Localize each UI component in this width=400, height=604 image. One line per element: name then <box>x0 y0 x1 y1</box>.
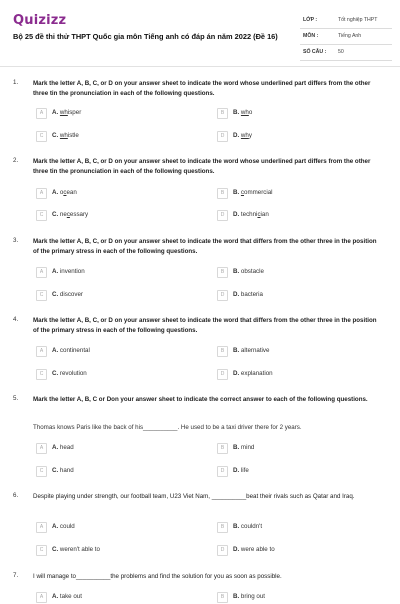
option-word-start: bring out <box>240 593 266 600</box>
question-text: Mark the letter A, B, C, or D on your answer sheet to indicate the word whose underlined part differs from the other three tin the pronunciation in each of the following questions. <box>33 158 371 175</box>
option-text <box>52 347 90 354</box>
option-letter-box: C <box>36 290 47 301</box>
option-letter-box: D <box>217 466 228 477</box>
option-letter-box: B <box>217 346 228 357</box>
option-word-start: life <box>240 467 249 474</box>
answer-option-a[interactable] <box>36 592 206 604</box>
answer-option-d[interactable] <box>217 369 387 381</box>
option-key: C. <box>52 467 59 474</box>
option-text <box>52 370 87 377</box>
question-number: 4. <box>13 316 19 323</box>
option-word-start: obstacle <box>240 268 264 275</box>
option-word-start: o <box>59 189 64 196</box>
option-word-start: revolution <box>59 370 87 377</box>
option-key: C. <box>52 370 59 377</box>
answer-option-a[interactable] <box>36 108 206 120</box>
answer-option-d[interactable] <box>217 131 387 143</box>
option-underlined-part: wh <box>59 132 68 139</box>
option-word-start: continental <box>59 347 90 354</box>
question-text: I will manage to__________the problems and find the solution for you as soon as possible. <box>33 573 282 580</box>
option-letter-box: B <box>217 108 228 119</box>
question-number: 1. <box>13 79 19 86</box>
option-text <box>52 132 79 139</box>
answer-option-d[interactable] <box>217 545 387 557</box>
question-text: Mark the letter A, B, C or Don your answer sheet to indicate the correct answer to each of the following questions. <box>33 396 368 403</box>
option-letter-box: C <box>36 545 47 556</box>
option-word-end: o <box>248 109 253 116</box>
option-text <box>233 546 275 553</box>
option-letter-box: C <box>36 210 47 221</box>
document-header <box>0 0 400 66</box>
meta-row-socau <box>300 45 392 61</box>
option-letter-box: B <box>217 592 228 603</box>
option-text <box>233 467 249 474</box>
option-key: D. <box>233 291 240 298</box>
answer-option-b[interactable] <box>217 522 387 534</box>
option-text <box>233 444 254 451</box>
option-key: D. <box>233 132 240 139</box>
option-word-end: ommercial <box>244 189 273 196</box>
option-word-start: hand <box>59 467 74 474</box>
option-letter-box: B <box>217 188 228 199</box>
answer-option-a[interactable] <box>36 522 206 534</box>
answer-option-c[interactable] <box>36 466 206 478</box>
option-text <box>52 189 77 196</box>
answer-option-d[interactable] <box>217 210 387 222</box>
meta-label-mon: MÔN : <box>303 33 319 39</box>
option-word-end: isper <box>67 109 82 116</box>
question-text: Mark the letter A, B, C, or D on your answer sheet to indicate the word whose underlined part differs from the other three tin the pronunciation in each of the following questions. <box>33 80 371 97</box>
meta-value-mon: Tiếng Anh <box>338 33 362 39</box>
question-stem: Thomas knows Paris like the back of his__________. He used to be a taxi driver there for 2 years. <box>33 424 302 431</box>
option-text <box>52 291 83 298</box>
option-key: B. <box>233 347 240 354</box>
meta-row-mon <box>300 29 392 45</box>
option-text <box>52 546 100 553</box>
meta-value-lop: Tốt nghiệp THPT <box>338 17 378 23</box>
meta-row-lop <box>300 13 392 29</box>
option-word-end: ean <box>66 189 77 196</box>
option-letter-box: A <box>36 346 47 357</box>
question-text: Mark the letter A, B, C, or D on your answer sheet to indicate the word that differs from the other three in the position of the primary stress in each of the following questions. <box>33 238 377 255</box>
meta-table <box>300 13 392 61</box>
option-key: B. <box>233 444 240 451</box>
option-letter-box: A <box>36 592 47 603</box>
option-key: C. <box>52 132 59 139</box>
option-word-start: ne <box>59 211 67 218</box>
option-text <box>52 467 74 474</box>
header-divider <box>0 66 400 67</box>
option-text <box>52 211 88 218</box>
meta-label-socau: SỐ CÂU : <box>303 49 327 55</box>
option-underlined-part: c <box>257 211 261 218</box>
option-word-start: invention <box>59 268 85 275</box>
option-letter-box: A <box>36 267 47 278</box>
option-key: A. <box>52 444 59 451</box>
option-text <box>233 268 264 275</box>
answer-option-b[interactable] <box>217 188 387 200</box>
meta-label-lop: LỚP : <box>303 17 318 23</box>
question-number: 7. <box>13 572 19 579</box>
question-text: Mark the letter A, B, C, or D on your answer sheet to indicate the word that differs from the other three in the position of the primary stress in each of the following questions. <box>33 317 377 334</box>
option-text <box>233 523 262 530</box>
answer-option-b[interactable] <box>217 443 387 455</box>
option-letter-box: D <box>217 131 228 142</box>
answer-option-b[interactable] <box>217 592 387 604</box>
answer-option-b[interactable] <box>217 267 387 279</box>
option-word-start: weren't able to <box>59 546 100 553</box>
option-word-start: techni <box>240 211 258 218</box>
option-word-start: take out <box>59 593 82 600</box>
option-key: B. <box>233 189 240 196</box>
option-key: A. <box>52 189 59 196</box>
answer-option-a[interactable] <box>36 346 206 358</box>
option-letter-box: C <box>36 131 47 142</box>
option-letter-box: B <box>217 522 228 533</box>
option-text <box>52 593 82 600</box>
option-word-end: ian <box>260 211 269 218</box>
question-number: 3. <box>13 237 19 244</box>
option-word-end: essary <box>69 211 89 218</box>
option-text <box>233 593 265 600</box>
option-text <box>52 109 81 116</box>
question-number: 6. <box>13 492 19 499</box>
option-key: A. <box>52 347 59 354</box>
option-letter-box: C <box>36 466 47 477</box>
option-word-end: istle <box>67 132 79 139</box>
option-letter-box: D <box>217 545 228 556</box>
answer-option-c[interactable] <box>36 545 206 557</box>
answer-option-c[interactable] <box>36 290 206 302</box>
option-key: C. <box>52 211 59 218</box>
quizizz-logo: Quizizz <box>13 13 67 28</box>
answer-option-c[interactable] <box>36 369 206 381</box>
option-text <box>233 211 269 218</box>
option-text <box>233 189 273 196</box>
option-letter-box: D <box>217 290 228 301</box>
option-word-start: head <box>59 444 74 451</box>
answer-option-c[interactable] <box>36 210 206 222</box>
document-title: Bộ 25 đề thi thử THPT Quốc gia môn Tiếng anh có đáp án năm 2022 (Đề 16) <box>13 32 278 41</box>
answer-option-d[interactable] <box>217 290 387 302</box>
answer-option-b[interactable] <box>217 346 387 358</box>
answer-option-c[interactable] <box>36 131 206 143</box>
answer-option-b[interactable] <box>217 108 387 120</box>
option-key: A. <box>52 593 59 600</box>
option-letter-box: B <box>217 443 228 454</box>
option-underlined-part: c <box>240 189 245 196</box>
option-text <box>52 268 85 275</box>
option-underlined-part: wh <box>59 109 68 116</box>
option-text <box>52 444 74 451</box>
option-letter-box: D <box>217 210 228 221</box>
option-letter-box: A <box>36 443 47 454</box>
option-text <box>52 523 75 530</box>
option-text <box>233 291 263 298</box>
option-word-start: couldn't <box>240 523 263 530</box>
option-key: A. <box>52 268 59 275</box>
option-text <box>233 370 273 377</box>
option-underlined-part: wh <box>240 109 249 116</box>
option-key: B. <box>233 523 240 530</box>
option-underlined-part: c <box>63 189 67 196</box>
option-letter-box: A <box>36 188 47 199</box>
option-key: C. <box>52 291 59 298</box>
option-key: B. <box>233 593 240 600</box>
option-key: C. <box>52 546 59 553</box>
option-key: A. <box>52 523 59 530</box>
option-letter-box: C <box>36 369 47 380</box>
answer-option-a[interactable] <box>36 188 206 200</box>
question-text: Despite playing under strength, our football team, U23 Viet Nam, __________beat their rivals such as Qatar and Iraq. <box>33 493 355 500</box>
option-letter-box: A <box>36 108 47 119</box>
option-text <box>233 347 269 354</box>
option-word-end: y <box>248 132 252 139</box>
option-letter-box: B <box>217 267 228 278</box>
option-word-start: were able to <box>240 546 275 553</box>
answer-option-a[interactable] <box>36 443 206 455</box>
option-key: D. <box>233 211 240 218</box>
question-number: 5. <box>13 395 19 402</box>
answer-option-a[interactable] <box>36 267 206 279</box>
option-word-start: alternative <box>240 347 270 354</box>
answer-option-d[interactable] <box>217 466 387 478</box>
option-word-start: bacteria <box>240 291 263 298</box>
option-key: B. <box>233 109 240 116</box>
option-underlined-part: c <box>66 211 70 218</box>
option-word-start: mind <box>240 444 255 451</box>
option-key: D. <box>233 546 240 553</box>
option-key: B. <box>233 268 240 275</box>
question-number: 2. <box>13 157 19 164</box>
meta-value-socau: 50 <box>338 49 344 55</box>
option-word-start: explanation <box>240 370 273 377</box>
option-letter-box: A <box>36 522 47 533</box>
option-key: D. <box>233 370 240 377</box>
option-text <box>233 132 252 139</box>
option-underlined-part: wh <box>240 132 249 139</box>
option-text <box>233 109 252 116</box>
option-key: A. <box>52 109 59 116</box>
option-word-start: discover <box>59 291 83 298</box>
option-key: D. <box>233 467 240 474</box>
option-letter-box: D <box>217 369 228 380</box>
option-word-start: could <box>59 523 75 530</box>
